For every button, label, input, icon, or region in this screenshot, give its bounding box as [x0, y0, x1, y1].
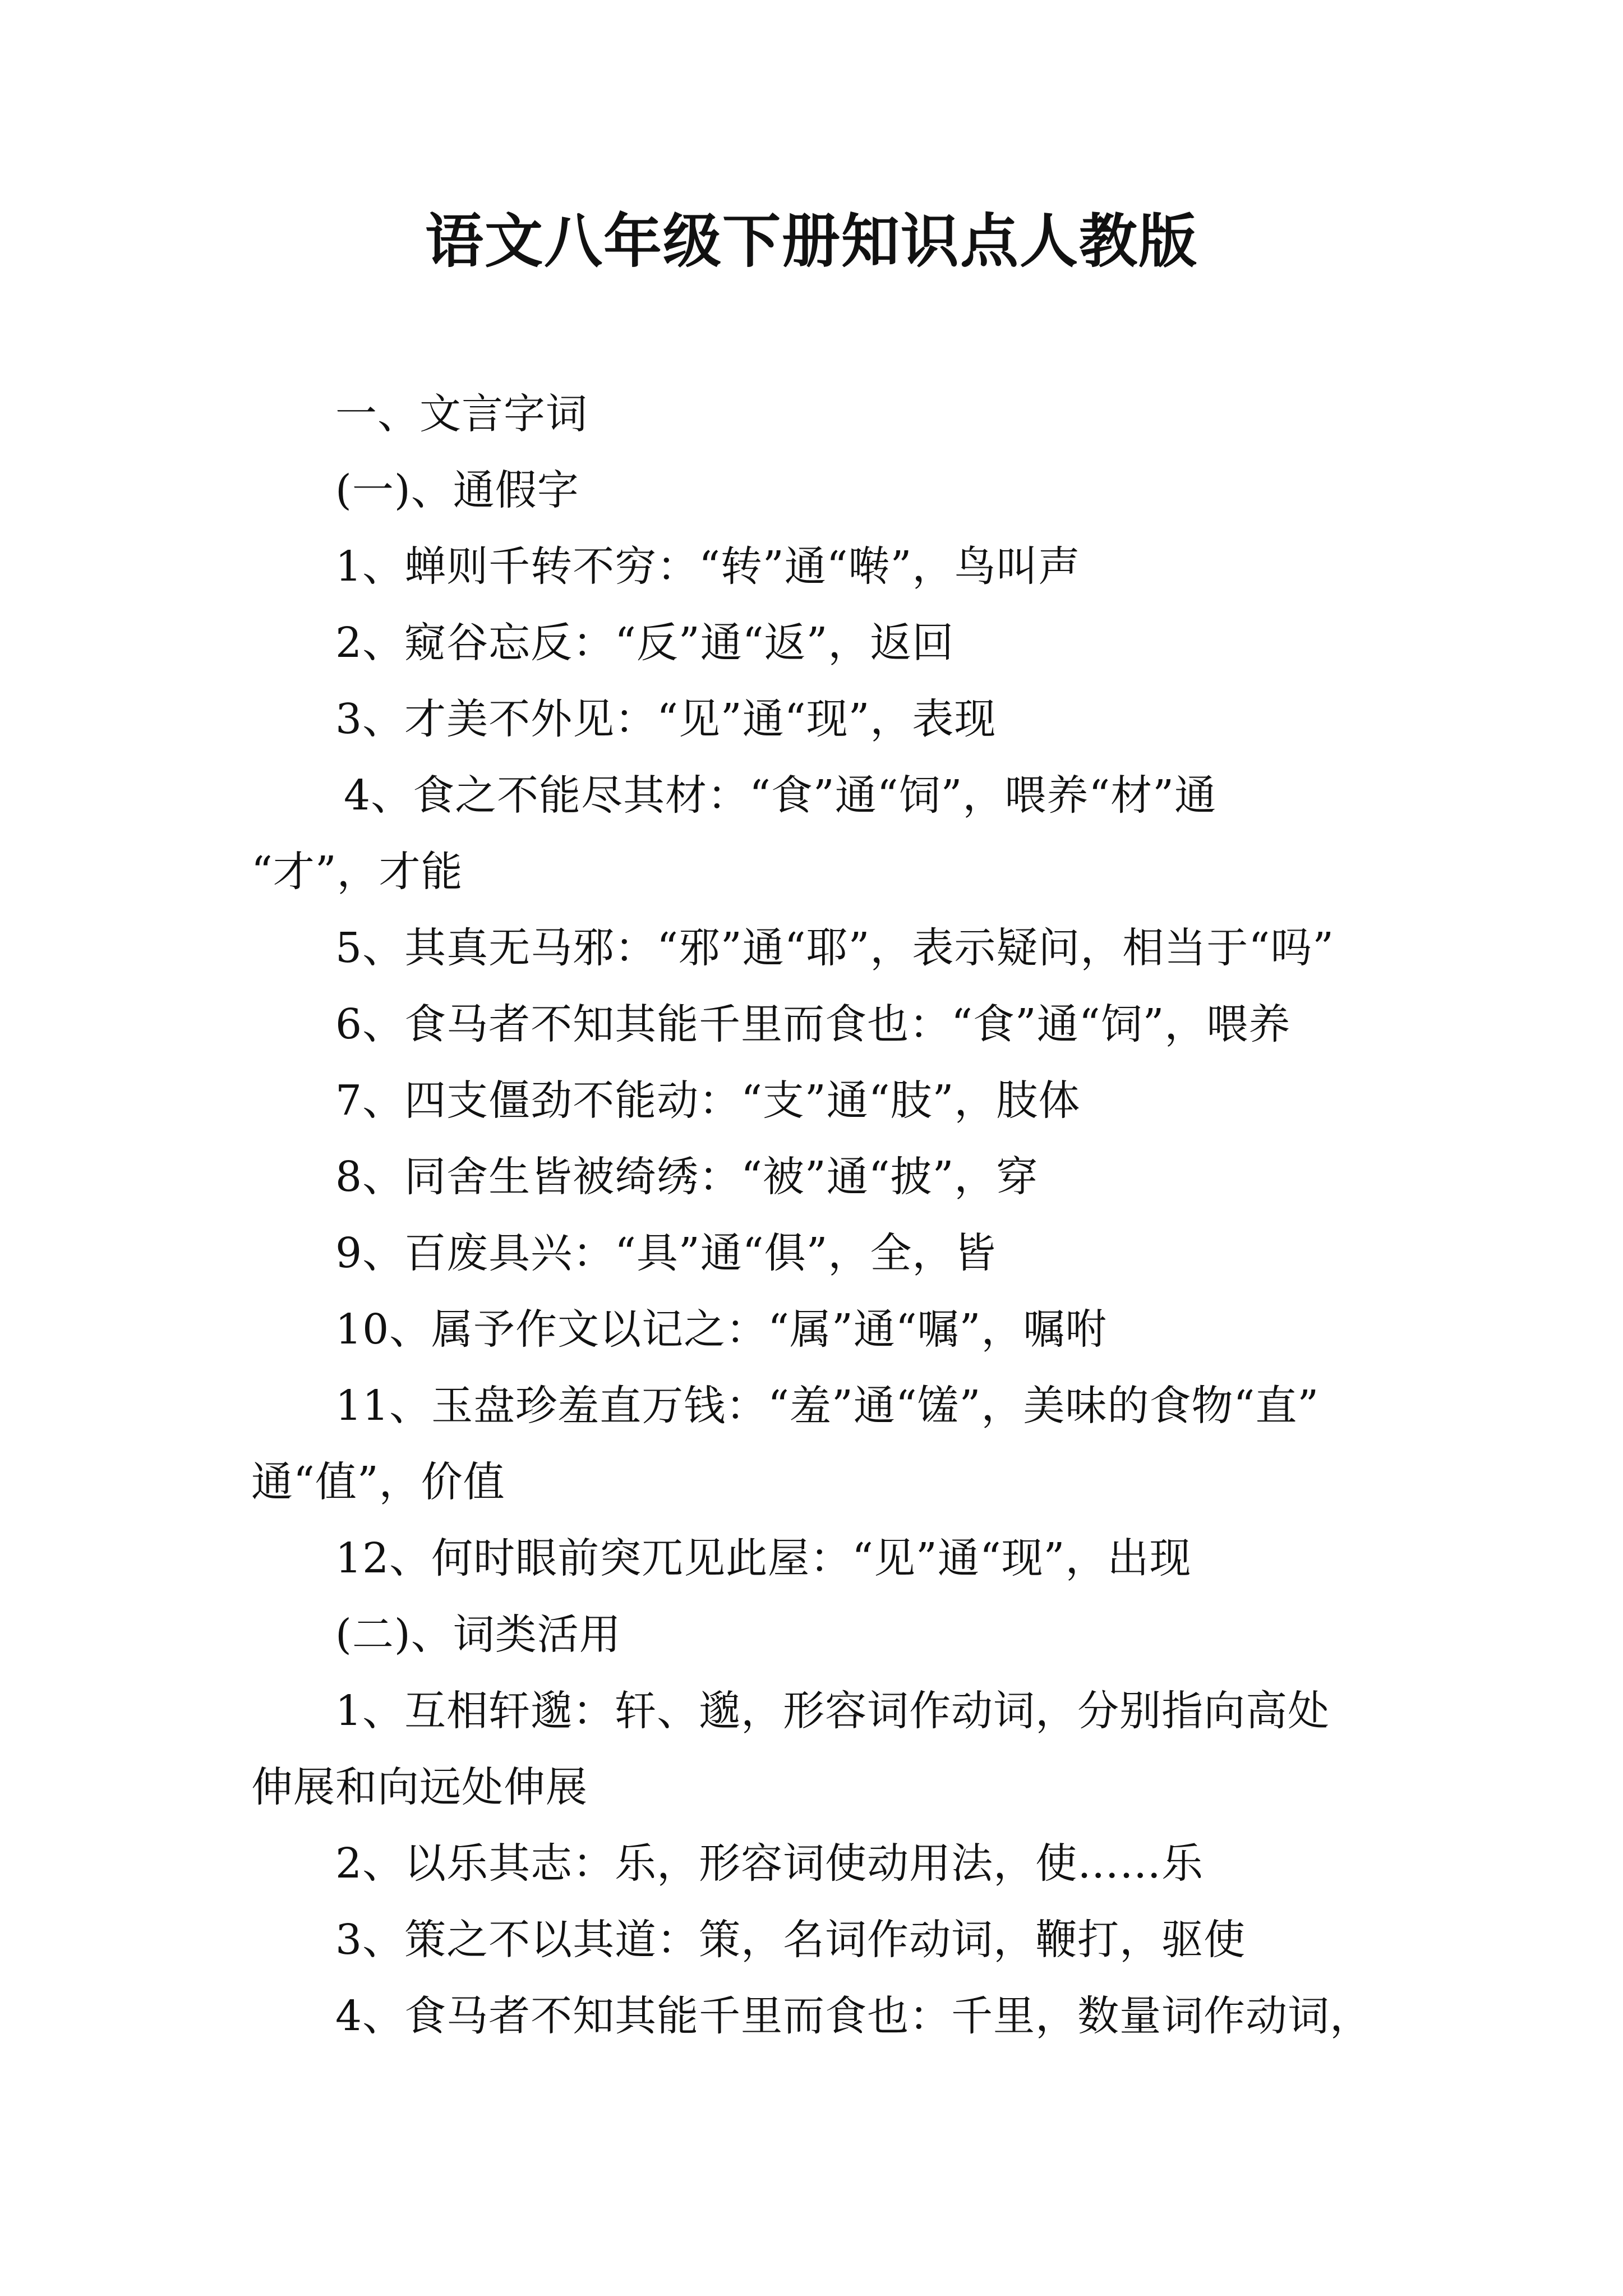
subsection-heading: (二)、词类活用	[335, 1611, 621, 1659]
document-body	[251, 376, 1395, 2054]
list-item-continuation: 伸展和向远处伸展	[251, 1763, 588, 1811]
list-item: 4、食之不能尽其材：“食”通“饲”，喂养“材”通	[344, 771, 1217, 820]
document-title: 语文八年级下册知识点人教版	[425, 206, 1198, 275]
list-item: 2、以乐其志：乐，形容词使动用法，使……乐	[335, 1839, 1204, 1888]
list-item-continuation: “才”，才能	[251, 848, 463, 896]
list-item: 11、玉盘珍羞直万钱：“羞”通“馐”，美味的食物“直”	[335, 1382, 1320, 1430]
list-item: 3、策之不以其道：策，名词作动词，鞭打，驱使	[335, 1916, 1246, 1964]
list-item: 7、四支僵劲不能动：“支”通“肢”，肢体	[335, 1076, 1081, 1125]
list-item: 12、何时眼前突兀见此屋：“见”通“现”，出现	[335, 1534, 1192, 1582]
list-item: 1、互相轩邈：轩、邈，形容词作动词，分别指向高处	[335, 1687, 1330, 1735]
list-item: 2、窥谷忘反：“反”通“返”，返回	[335, 619, 955, 667]
list-item: 3、才美不外见：“见”通“现”，表现	[335, 695, 997, 743]
list-item: 5、其真无马邪：“邪”通“耶”，表示疑问，相当于“吗”	[335, 924, 1335, 972]
section-heading: 一、文言字词	[335, 390, 588, 438]
list-item: 1、蝉则千转不穷：“转”通“啭”，鸟叫声	[335, 542, 1081, 591]
subsection-heading: (一)、通假字	[335, 466, 579, 514]
list-item: 9、百废具兴：“具”通“俱”，全，皆	[335, 1229, 997, 1277]
list-item-continuation: 通“值”，价值	[251, 1458, 505, 1506]
list-item: 4、食马者不知其能千里而食也：千里，数量词作动词，	[335, 1992, 1372, 2040]
list-item: 10、属予作文以记之：“属”通“嘱”，嘱咐	[335, 1305, 1108, 1354]
list-item: 8、同舍生皆被绮绣：“被”通“披”，穿	[335, 1153, 1039, 1201]
list-item: 6、食马者不知其能千里而食也：“食”通“饲”，喂养	[335, 1000, 1291, 1048]
